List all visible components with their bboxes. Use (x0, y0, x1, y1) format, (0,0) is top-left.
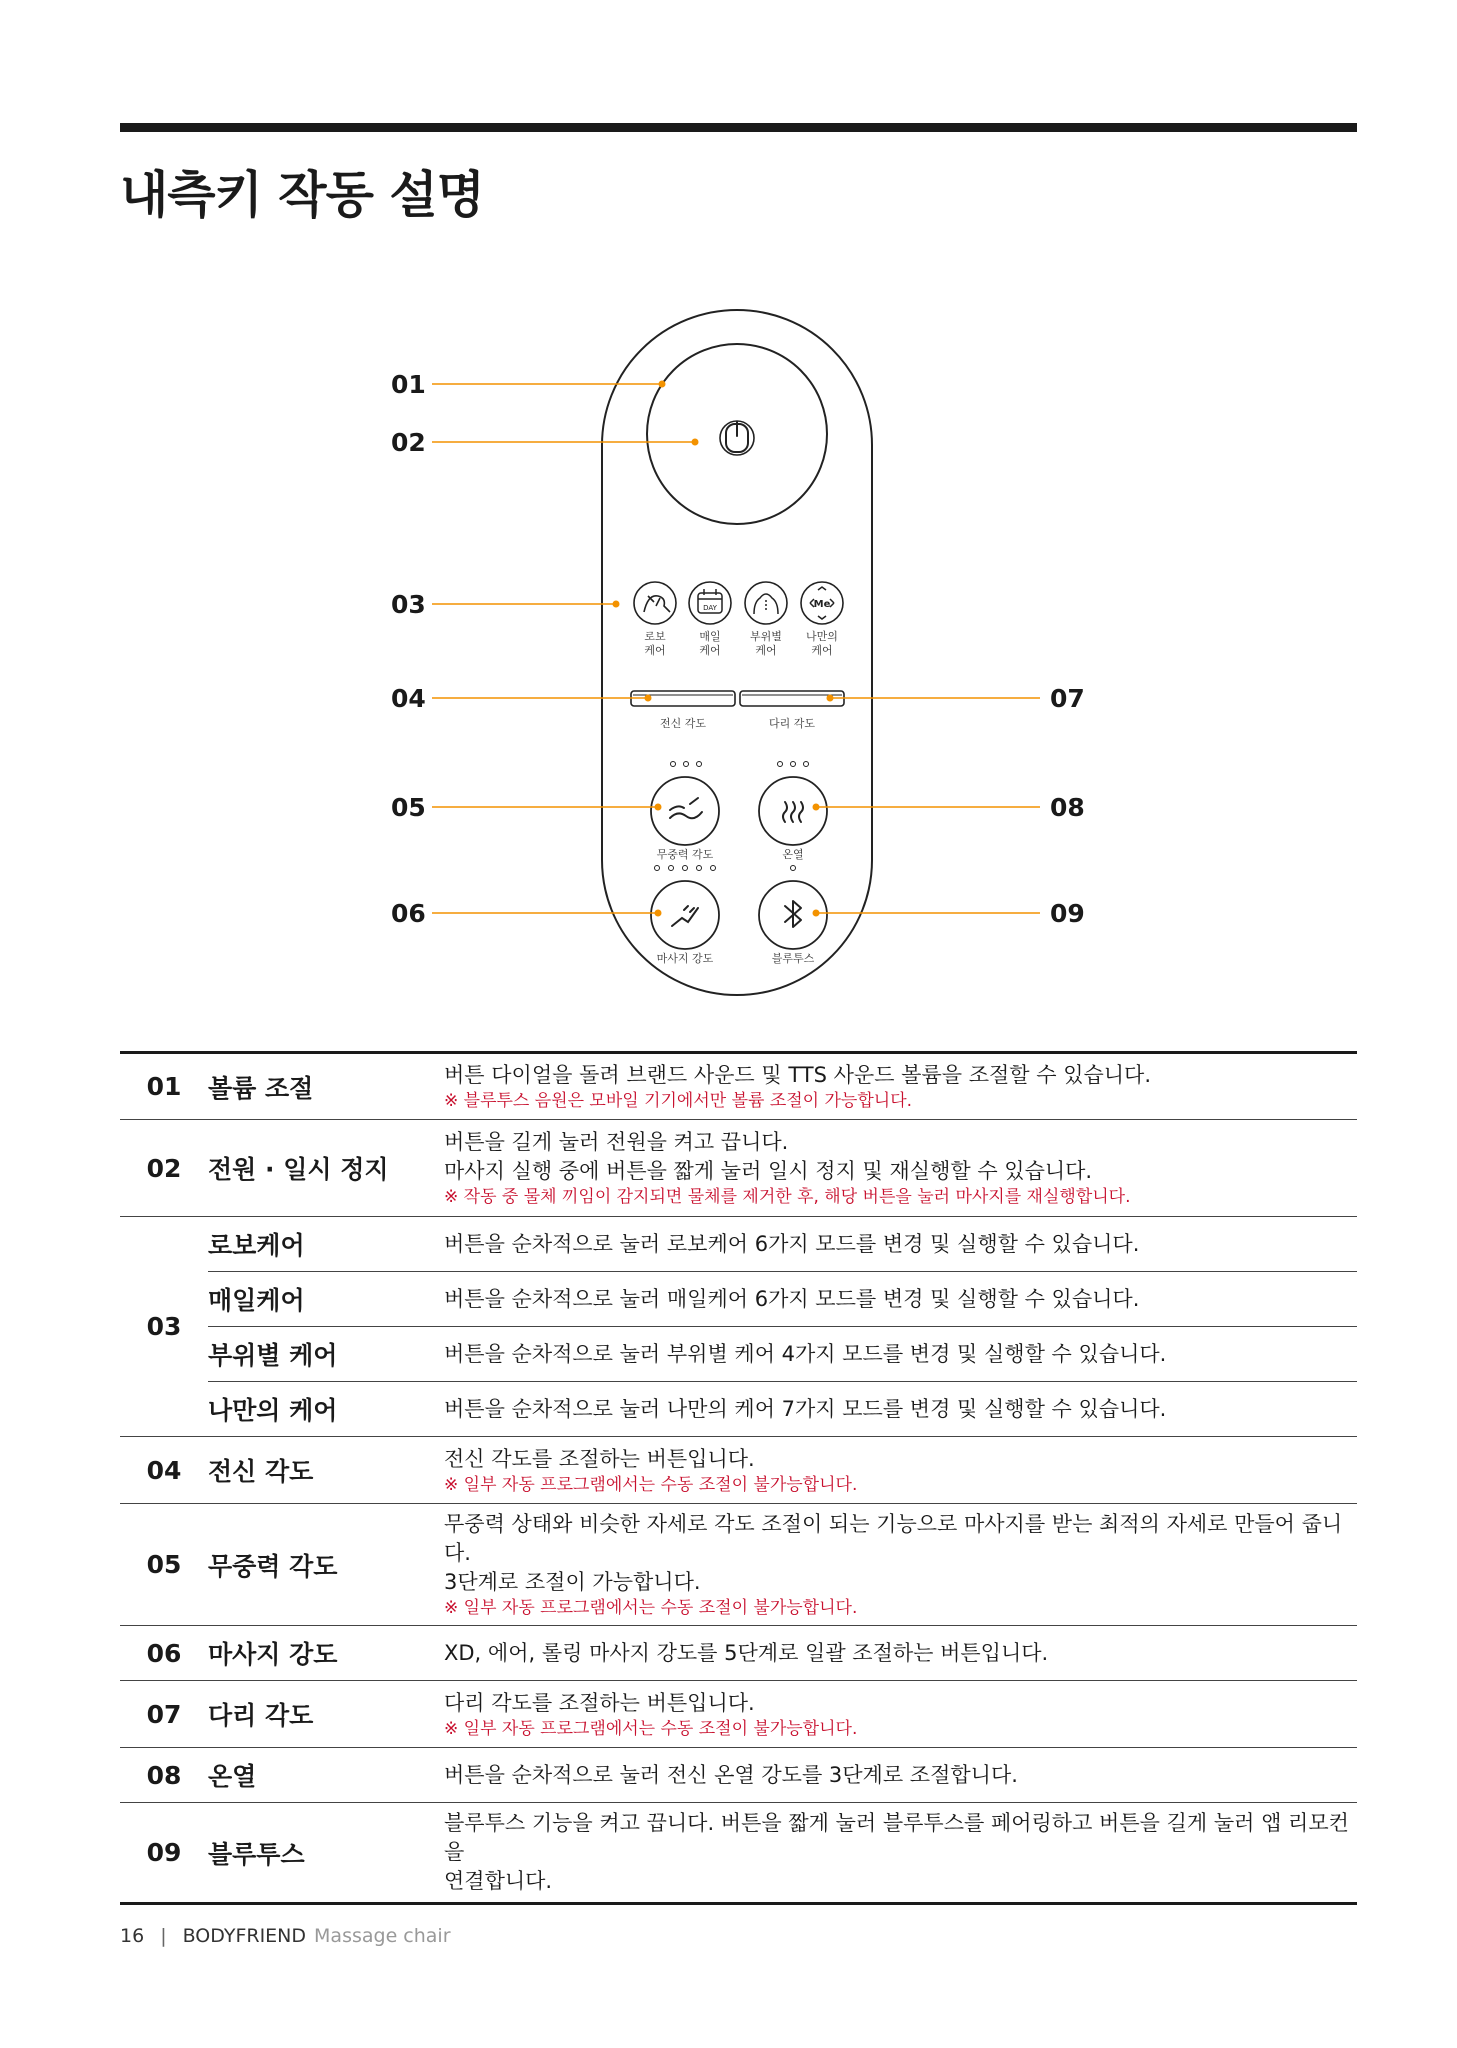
description-line: 버튼을 길게 눌러 전원을 켜고 끕니다. (444, 1130, 789, 1154)
description-line: 마사지 실행 중에 버튼을 짧게 눌러 일시 정지 및 재실행할 수 있습니다. (444, 1159, 1093, 1183)
function-table (120, 1051, 1357, 1905)
robo-care-label (625, 630, 685, 658)
callout-06: 06 (391, 899, 426, 928)
table-row (120, 1748, 1357, 1803)
day-icon-text: DAY (703, 604, 717, 612)
row-number: 07 (120, 1681, 208, 1748)
description-line: 버튼을 순차적으로 눌러 부위별 케어 4가지 모드를 변경 및 실행할 수 있습니다. (444, 1341, 1167, 1366)
body-part-icon (754, 594, 778, 614)
description-note: ※ 일부 자동 프로그램에서는 수동 조절이 불가능합니다. (444, 1598, 858, 1618)
table-row (120, 1327, 1357, 1382)
row-number: 05 (120, 1504, 208, 1626)
description-line: 블루투스 기능을 켜고 끕니다. 버튼을 짧게 눌러 블루투스를 페어링하고 버튼을 길게 눌러 앱 리모컨을 (444, 1811, 1349, 1864)
table-row (120, 1626, 1357, 1681)
table-row (120, 1120, 1357, 1217)
callout-dot-01 (659, 381, 666, 388)
callout-dot-06 (655, 910, 662, 917)
description-line: 무중력 상태와 비슷한 자세로 각도 조절이 되는 기능으로 마사지를 받는 최적의 자세로 만들어 줍니다. (444, 1512, 1343, 1565)
callout-dot-07 (827, 695, 834, 702)
row-description (444, 1748, 1357, 1803)
row-number: 08 (120, 1748, 208, 1803)
robo-care-button-ring (634, 582, 676, 624)
callout-dot-09 (813, 910, 820, 917)
robo-care-icon (644, 596, 670, 612)
table-row (120, 1217, 1357, 1272)
daily-care-button-ring (689, 582, 731, 624)
callout-05: 05 (391, 793, 426, 822)
callout-dot-05 (655, 804, 662, 811)
daily-care-label-line1: 매일 (699, 630, 721, 643)
description-line: 버튼을 순차적으로 눌러 로보케어 6가지 모드를 변경 및 실행할 수 있습니다. (444, 1231, 1140, 1256)
row-description (444, 1120, 1357, 1217)
page-title: 내측키 작동 설명 (120, 166, 484, 224)
callout-dot-04 (645, 695, 652, 702)
row-name: 볼륨 조절 (208, 1053, 444, 1120)
callout-08: 08 (1050, 793, 1085, 822)
daily-care-label-line2: 케어 (699, 644, 721, 657)
remote-illustration (0, 0, 1457, 1010)
callout-01: 01 (391, 370, 426, 399)
callout-02: 02 (391, 428, 426, 457)
my-care-label-line2: 케어 (811, 644, 833, 657)
row-description (444, 1626, 1357, 1681)
row-number: 09 (146, 1838, 182, 1867)
row-description (444, 1327, 1357, 1382)
row-description (444, 1053, 1357, 1120)
callout-dot-02 (692, 439, 699, 446)
row-name: 블루투스 (208, 1839, 305, 1869)
heat-label: 온열 (782, 848, 804, 861)
massage-strength-icon (672, 906, 698, 926)
footer-separator: | (160, 1925, 167, 1947)
description-line: 버튼을 순차적으로 눌러 전신 온열 강도를 3단계로 조절합니다. (444, 1762, 1018, 1787)
robo-care-label-line2: 케어 (644, 644, 666, 657)
row-name: 전원 · 일시 정지 (208, 1120, 444, 1217)
power-icon (726, 422, 748, 452)
description-line: XD, 에어, 롤링 마사지 강도를 5단계로 일괄 조절하는 버튼입니다. (444, 1640, 1049, 1665)
footer-subtitle: Massage chair (314, 1925, 451, 1947)
part-care-label-line1: 부위별 (750, 630, 782, 643)
footer-brand: BODYFRIEND (182, 1925, 307, 1947)
description-line: 버튼을 순차적으로 눌러 매일케어 6가지 모드를 변경 및 실행할 수 있습니다. (444, 1286, 1140, 1311)
table-row (120, 1681, 1357, 1748)
table-row (120, 1504, 1357, 1626)
row-name: 나만의 케어 (208, 1382, 444, 1437)
leg-angle-label: 다리 각도 (768, 717, 815, 730)
table-row (120, 1437, 1357, 1504)
row-description (444, 1803, 1357, 1904)
part-care-button-ring (745, 582, 787, 624)
remote-diagram (0, 0, 1457, 1010)
massage-strength-button-ring (651, 881, 719, 949)
row-description (444, 1437, 1357, 1504)
heat-icon (783, 802, 803, 822)
bluetooth-label: 블루투스 (771, 952, 815, 965)
zero-gravity-icon (670, 798, 702, 818)
row-name: 로보케어 (208, 1217, 444, 1272)
callout-03: 03 (391, 590, 426, 619)
page-footer (120, 1925, 451, 1947)
callout-04: 04 (391, 684, 426, 713)
row-name: 매일케어 (208, 1272, 444, 1327)
description-line: 연결합니다. (444, 1869, 553, 1893)
row-description (444, 1681, 1357, 1748)
callout-09: 09 (1050, 899, 1085, 928)
table-row (120, 1053, 1357, 1120)
row-name: 무중력 각도 (208, 1504, 444, 1626)
row-number: 02 (120, 1120, 208, 1217)
my-care-label (792, 630, 852, 658)
my-care-label-line1: 나만의 (806, 630, 838, 643)
callout-dot-08 (813, 804, 820, 811)
description-line: 버튼을 순차적으로 눌러 나만의 케어 7가지 모드를 변경 및 실행할 수 있습니다. (444, 1396, 1167, 1421)
part-care-label-line2: 케어 (755, 644, 777, 657)
row-name: 부위별 케어 (208, 1327, 444, 1382)
robo-care-label-line1: 로보 (644, 630, 666, 643)
description-line: 3단계로 조절이 가능합니다. (444, 1570, 701, 1594)
daily-care-label (680, 630, 740, 658)
description-line: 버튼 다이얼을 돌려 브랜드 사운드 및 TTS 사운드 볼륨을 조절할 수 있습니다. (444, 1063, 1152, 1087)
zero-gravity-label: 무중력 각도 (656, 848, 714, 861)
row-name: 마사지 강도 (208, 1626, 444, 1681)
row-name: 다리 각도 (208, 1681, 444, 1748)
bluetooth-icon (785, 901, 801, 927)
table-row (120, 1803, 1357, 1904)
row-number: 01 (120, 1053, 208, 1120)
description-note: ※ 일부 자동 프로그램에서는 수동 조절이 불가능합니다. (444, 1474, 858, 1495)
row-description (444, 1272, 1357, 1327)
table-row (120, 1272, 1357, 1327)
row-number: 06 (120, 1626, 208, 1681)
me-icon-text: Me (813, 599, 831, 610)
row-number: 03 (120, 1217, 208, 1437)
massage-strength-label: 마사지 강도 (656, 952, 714, 965)
callout-07: 07 (1050, 684, 1085, 713)
table-row (120, 1382, 1357, 1437)
description-line: 전신 각도를 조절하는 버튼입니다. (444, 1446, 755, 1471)
callout-dot-03 (613, 601, 620, 608)
description-note: ※ 작동 중 물체 끼임이 감지되면 물체를 제거한 후, 해당 버튼을 눌러 마사지를 재실행합니다. (444, 1187, 1131, 1207)
row-description (444, 1217, 1357, 1272)
description-note: ※ 블루투스 음원은 모바일 기기에서만 볼륨 조절이 가능합니다. (444, 1091, 913, 1111)
full-angle-label: 전신 각도 (659, 717, 706, 730)
row-description (444, 1382, 1357, 1437)
zero-gravity-button-ring (651, 777, 719, 845)
row-description (444, 1504, 1357, 1626)
part-care-label (736, 630, 796, 658)
description-note: ※ 일부 자동 프로그램에서는 수동 조절이 불가능합니다. (444, 1718, 858, 1739)
row-name: 전신 각도 (208, 1437, 444, 1504)
row-number: 04 (120, 1437, 208, 1504)
row-name: 온열 (208, 1748, 444, 1803)
page-number: 16 (120, 1925, 145, 1947)
description-line: 다리 각도를 조절하는 버튼입니다. (444, 1690, 755, 1715)
